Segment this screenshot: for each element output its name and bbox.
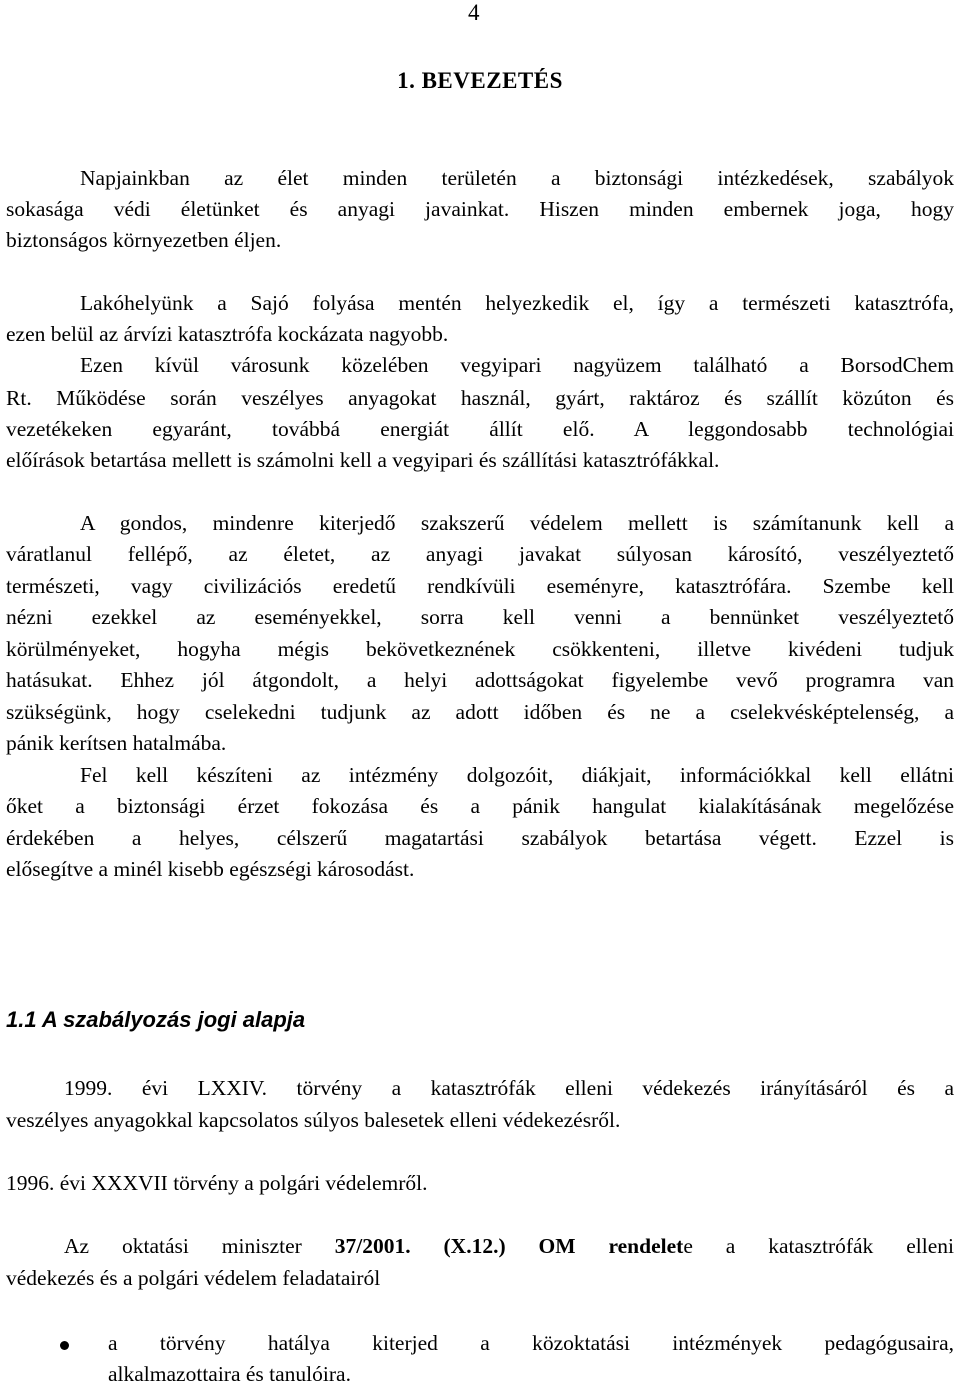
bullet-icon <box>60 1341 69 1350</box>
law-1-line-1: 1999. évi LXXIV. törvény a katasztrófák elleni védekezés irányításáról és a <box>64 1076 954 1100</box>
chapter-title: 1. BEVEZETÉS <box>397 68 563 93</box>
paragraph-1-line-3: biztonságos környezetben éljen. <box>6 228 282 252</box>
paragraph-5-line-3: érdekében a helyes, célszerű magatartási szabályok betartása végett. Ezzel is <box>6 826 954 850</box>
law-2: 1996. évi XXXVII törvény a polgári védelemről. <box>6 1171 428 1195</box>
paragraph-5-line-2: őket a biztonsági érzet fokozása és a pánik hangulat kialakításának megelőzése <box>6 794 954 818</box>
decree-line-2: védekezés és a polgári védelem feladatairól <box>6 1266 381 1290</box>
decree-prefix: Az oktatási miniszter <box>64 1234 335 1258</box>
paragraph-5-line-1: Fel kell készíteni az intézmény dolgozóit, diákjait, információkkal kell ellátni <box>80 763 954 787</box>
paragraph-3-line-3: vezetékeken egyaránt, továbbá energiát állít elő. A leggondosabb technológiai <box>6 417 954 441</box>
paragraph-4-line-5: körülményeket, hogyha mégis bekövetkeznének csökkenteni, illetve kivédeni tudjuk <box>6 637 954 661</box>
section-heading: 1.1 A szabályozás jogi alapja <box>6 1007 306 1032</box>
paragraph-4-line-7: szükségünk, hogy cselekedni tudjunk az adott időben és ne a cselekvésképtelenség, a <box>6 700 954 724</box>
paragraph-5-line-4: elősegítve a minél kisebb egészségi károsodást. <box>6 857 415 881</box>
decree-number: 37/2001. (X.12.) OM rendelet <box>334 1234 684 1258</box>
paragraph-1-line-1: Napjainkban az élet minden területén a biztonsági intézkedések, szabályok <box>80 166 954 190</box>
paragraph-4-line-3: természeti, vagy civilizációs eredetű rendkívüli eseményre, katasztrófára. Szembe kell <box>6 574 954 598</box>
paragraph-4-line-1: A gondos, mindenre kiterjedő szakszerű védelem mellett is számítanunk kell a <box>80 511 954 535</box>
bullet-line-1: a törvény hatálya kiterjed a közoktatási intézmények pedagógusaira, <box>108 1331 954 1355</box>
paragraph-3-line-4: előírások betartása mellett is számolni kell a vegyipari és szállítási katasztrófákkal. <box>6 448 720 472</box>
paragraph-4-line-4: nézni ezekkel az eseményekkel, sorra kell venni a bennünket veszélyeztető <box>6 605 954 629</box>
paragraph-3-line-2: Rt. Működése során veszélyes anyagokat használ, gyárt, raktároz és szállít közúton és <box>6 386 954 410</box>
paragraph-1-line-2: sokasága védi életünket és anyagi javainkat. Hiszen minden embernek joga, hogy <box>6 197 954 221</box>
paragraph-2-line-1: Lakóhelyünk a Sajó folyása mentén helyezkedik el, így a természeti katasztrófa, <box>80 291 954 315</box>
paragraph-3-line-1: Ezen kívül városunk közelében vegyipari nagyüzem található a BorsodChem <box>80 353 954 377</box>
law-1-line-2: veszélyes anyagokkal kapcsolatos súlyos balesetek elleni védekezésről. <box>6 1108 621 1132</box>
paragraph-4-line-8: pánik kerítsen hatalmába. <box>6 731 227 755</box>
paragraph-4-line-6: hatásukat. Ehhez jól átgondolt, a helyi adottságokat figyelembe vevő programra van <box>6 668 954 692</box>
paragraph-4-line-2: váratlanul fellépő, az életet, az anyagi javakat súlyosan károsító, veszélyeztető <box>6 542 954 566</box>
decree-line-1 <box>64 1231 954 1262</box>
paragraph-2-line-2: ezen belül az árvízi katasztrófa kockázata nagyobb. <box>6 322 449 346</box>
page-number: 4 <box>468 0 480 25</box>
decree-suffix: e a katasztrófák elleni <box>683 1234 954 1258</box>
bullet-line-2: alkalmazottaira és tanulóira. <box>108 1362 351 1386</box>
